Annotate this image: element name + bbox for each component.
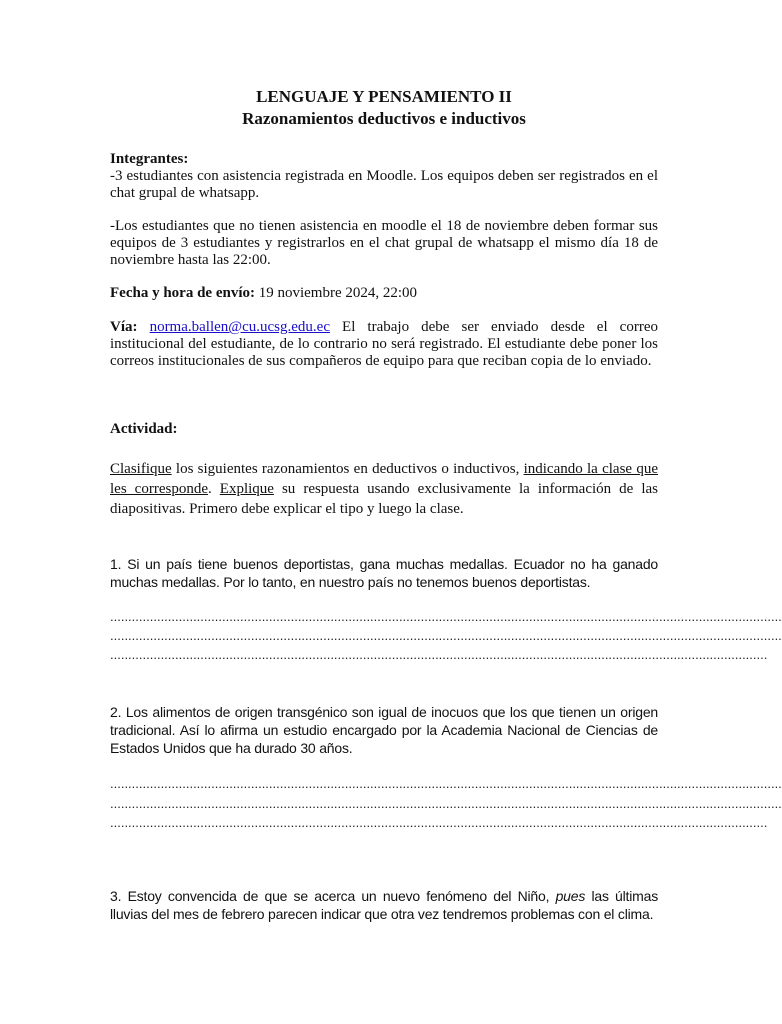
- item-1: 1. Si un país tiene buenos deportistas, gana muchas medallas. Ecuador no ha ganado muchas medallas. Por lo tanto, en nuestro país no tenemos buenos deportistas.: [110, 556, 658, 590]
- clasifique-word: Clasifique: [110, 461, 172, 477]
- answer-line-2b: ..........................................................................................................................................................................................: [110, 796, 782, 811]
- via-section: [110, 319, 658, 370]
- answer-line-1b: ..........................................................................................................................................................................................: [110, 628, 782, 643]
- instr-part1: los siguientes razonamientos en deductivos o inductivos,: [171, 461, 524, 477]
- integrantes-label: Integrantes:: [110, 151, 189, 167]
- item-2: 2. Los alimentos de origen transgénico son igual de inocuos que los que tienen un origen tradicional. Así lo afirma un estudio encargado por la Academia Nacional de Ciencias de Estados Unidos que ha durado 30 años.: [110, 704, 658, 756]
- explique-word: Explique: [219, 481, 274, 497]
- activity-instructions: [110, 459, 658, 519]
- via-label: Vía:: [110, 319, 138, 335]
- document-title: LENGUAJE Y PENSAMIENTO II: [256, 87, 512, 106]
- answer-line-2c: ......................................................................................................................................................................................: [110, 815, 768, 830]
- actividad-label: Actividad:: [110, 421, 178, 437]
- instr-part3: su respuesta usando exclusivamente la información de las diapositivas. Primero debe explicar el tipo y luego la clase.: [110, 481, 659, 517]
- indicando-phrase: indicando la clase que les corresponde: [110, 461, 658, 497]
- answer-line-1c: ......................................................................................................................................................................................: [110, 647, 768, 662]
- fecha-section: [110, 285, 658, 302]
- instr-part2: .: [208, 481, 220, 497]
- document-subtitle: Razonamientos deductivos e inductivos: [242, 109, 526, 128]
- integrantes-section: [110, 151, 658, 202]
- answer-line-1a: ..........................................................................................................................................................................................: [110, 609, 782, 624]
- item3-italic: pues: [555, 888, 586, 904]
- item3-part1: 3. Estoy convencida de que se acerca un nuevo fenómeno del Niño,: [110, 888, 556, 904]
- fecha-label: Fecha y hora de envío:: [110, 285, 255, 301]
- via-text: El trabajo debe ser enviado desde el correo institucional del estudiante, de lo contrario no será registrado. El estudiante debe poner los correos institucionales de sus compañeros de equipo para que reciban copia de lo enviado.: [110, 319, 658, 369]
- email-link[interactable]: norma.ballen@cu.ucsg.edu.ec: [149, 319, 330, 335]
- item-3: [110, 887, 658, 923]
- item3-part2: las últimas lluvias del mes de febrero parecen indicar que otra vez tendremos problemas con el clima.: [110, 888, 658, 922]
- integrantes-line2: -Los estudiantes que no tienen asistencia en moodle el 18 de noviembre deben formar sus equipos de 3 estudiantes y registrarlos en el chat grupal de whatsapp el mismo día 18 de noviembre hasta las 22:00.: [110, 218, 658, 268]
- fecha-value: 19 noviembre 2024, 22:00: [254, 285, 418, 301]
- integrantes-line1: -3 estudiantes con asistencia registrada en Moodle. Los equipos deben ser registrados en el chat grupal de whatsapp.: [110, 168, 658, 201]
- answer-line-2a: ..........................................................................................................................................................................................: [110, 776, 782, 791]
